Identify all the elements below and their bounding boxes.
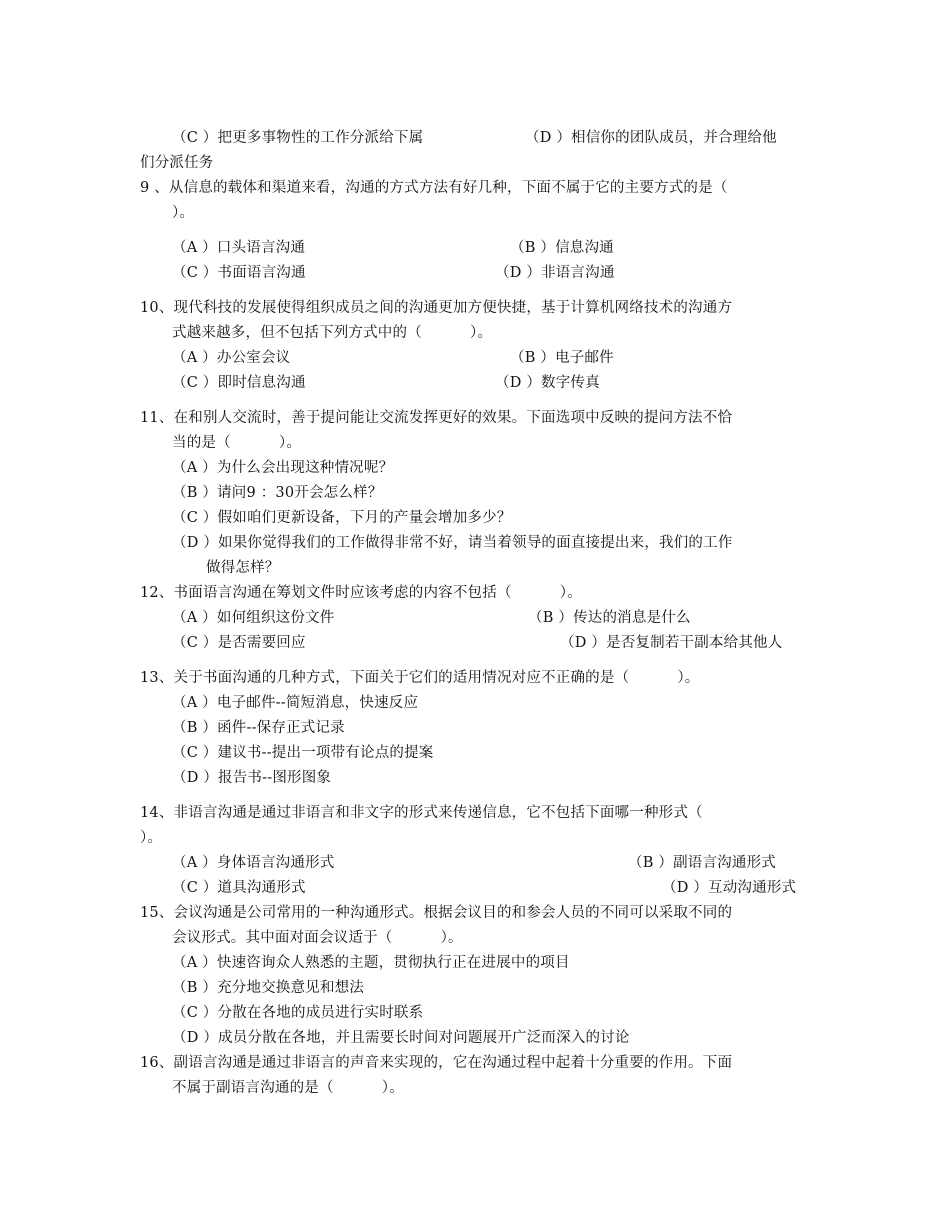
q13-stem: 13、关于书面沟通的几种方式，下面关于它们的适用情况对应不正确的是（ ）。: [140, 670, 700, 686]
q14-stem: 14、非语言沟通是通过非语言和非文字的形式来传递信息，它不包括下面哪一种形式（: [140, 805, 703, 821]
q11-option-c: （C ）假如咱们更新设备，下月的产量会增加多少？: [172, 510, 512, 526]
q11-stem: 11、在和别人交流时，善于提问能让交流发挥更好的效果。下面选项中反映的提问方法不恰: [140, 410, 733, 426]
q11-option-a: （A ）为什么会出现这种情况呢？: [172, 460, 394, 476]
q8-option-c: （C ）把更多事物性的工作分派给下属: [172, 130, 424, 146]
q11-option-d-cont: 做得怎样？: [206, 560, 280, 576]
q9-option-c: （C ）书面语言沟通: [172, 265, 306, 281]
q12-stem: 12、书面语言沟通在筹划文件时应该考虑的内容不包括（ ）。: [140, 585, 582, 601]
q9-option-d: （D ）非语言沟通: [495, 265, 615, 281]
q13-option-c: （C ）建议书--提出一项带有论点的提案: [172, 745, 434, 761]
q12-option-d: （D ）是否复制若干副本给其他人: [560, 635, 783, 651]
q14-option-b: （B ）副语言沟通形式: [628, 855, 776, 871]
q10-option-d: （D ）数字传真: [495, 375, 600, 391]
q14-option-d: （D ）互动沟通形式: [662, 880, 797, 896]
q11-option-d: （D ）如果你觉得我们的工作做得非常不好，请当着领导的面直接提出来，我们的工作: [172, 535, 733, 551]
q15-option-d: （D ）成员分散在各地，并且需要长时间对问题展开广泛而深入的讨论: [172, 1030, 630, 1046]
q12-option-c: （C ）是否需要回应: [172, 635, 306, 651]
q15-option-a: （A ）快速咨询众人熟悉的主题，贯彻执行正在进展中的项目: [172, 955, 570, 971]
q15-option-c: （C ）分散在各地的成员进行实时联系: [172, 1005, 424, 1021]
q13-option-d: （D ）报告书--图形图象: [172, 770, 332, 786]
q9-option-b: （B ）信息沟通: [510, 240, 614, 256]
q9-stem: 9 、从信息的载体和渠道来看，沟通的方式方法有好几种，下面不属于它的主要方式的是（: [140, 180, 728, 196]
q16-stem: 16、副语言沟通是通过非语言的声音来实现的，它在沟通过程中起着十分重要的作用。下面: [140, 1055, 733, 1071]
q10-stem: 10、现代科技的发展使得组织成员之间的沟通更加方便快捷，基于计算机网络技术的沟通方: [140, 300, 733, 316]
q15-stem: 15、会议沟通是公司常用的一种沟通形式。根据会议目的和参会人员的不同可以采取不同的: [140, 905, 733, 921]
q14-option-a: （A ）身体语言沟通形式: [172, 855, 335, 871]
q10-option-c: （C ）即时信息沟通: [172, 375, 306, 391]
q14-option-c: （C ）道具沟通形式: [172, 880, 306, 896]
q11-option-b: （B ）请问9 ：30开会怎么样？: [172, 485, 383, 501]
q10-stem-cont: 式越来越多，但不包括下列方式中的（ ）。: [172, 325, 493, 341]
q15-stem-cont: 会议形式。其中面对面会议适于（ ）。: [172, 930, 463, 946]
q14-stem-cont: ）。: [140, 830, 163, 846]
q8-option-d-cont: 们分派任务: [140, 155, 214, 171]
q13-option-a: （A ）电子邮件--简短消息，快速反应: [172, 695, 419, 711]
q11-stem-cont: 当的是（ ）。: [172, 435, 302, 451]
q15-option-b: （B ）充分地交换意见和想法: [172, 980, 365, 996]
q9-stem-cont: ）。: [172, 205, 195, 221]
q10-option-a: （A ）办公室会议: [172, 350, 291, 366]
q9-option-a: （A ）口头语言沟通: [172, 240, 306, 256]
q8-option-d: （D ）相信你的团队成员，并合理给他: [525, 130, 777, 146]
q13-option-b: （B ）函件--保存正式记录: [172, 720, 345, 736]
q12-option-a: （A ）如何组织这份文件: [172, 610, 335, 626]
q12-option-b: （B ）传达的消息是什么: [528, 610, 691, 626]
q16-stem-cont: 不属于副语言沟通的是（ ）。: [172, 1080, 404, 1096]
q10-option-b: （B ）电子邮件: [510, 350, 614, 366]
